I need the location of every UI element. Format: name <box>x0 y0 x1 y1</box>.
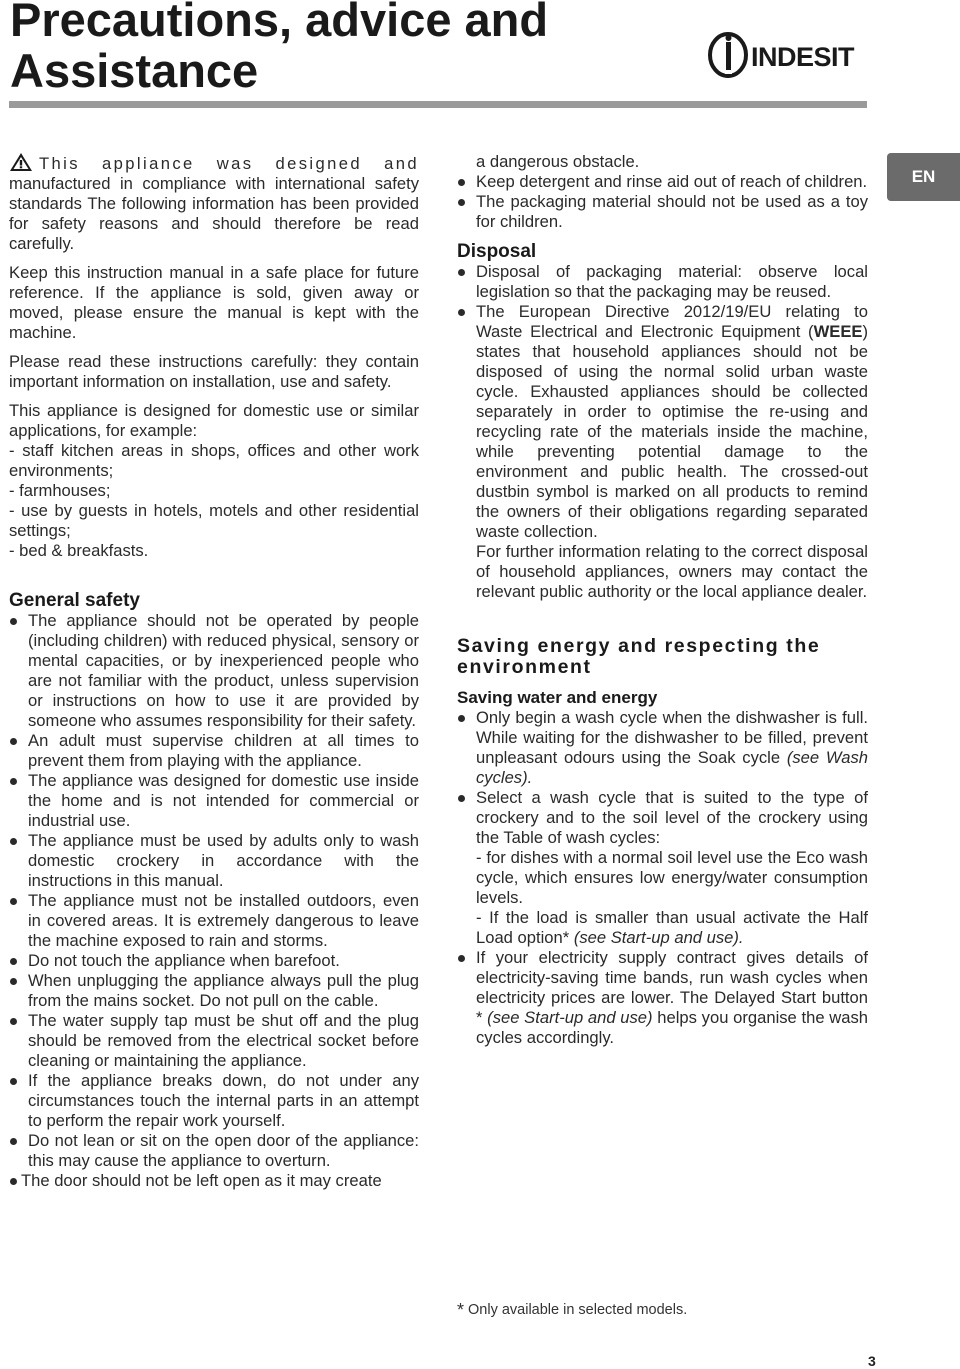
list-item: An adult must supervise children at all times to prevent them from playing with the appliance. <box>9 731 419 771</box>
list-item-continued: a dangerous obstacle. <box>476 152 640 171</box>
weee-text-pre: The European Directive 2012/19/EU relating to Waste Electrical and Electronic Equipment ( <box>476 302 868 341</box>
saving-item-3-post: helps you organise the wash cycles accordingly. <box>476 1008 868 1047</box>
list-item <box>457 302 868 602</box>
list-item: Disposal of packaging material: observe local legislation so that the packaging may be reused. <box>457 262 868 302</box>
list-item: If the appliance breaks down, do not under any circumstances touch the internal parts in an attempt to perform the repair work yourself. <box>9 1071 419 1131</box>
intro-paragraph-2: Keep this instruction manual in a safe place for future reference. If the appliance is sold, given away or moved, please ensure the manual is kept with the machine. <box>9 263 419 342</box>
general-safety-heading: General safety <box>9 590 140 611</box>
language-tab: EN <box>887 153 960 201</box>
saving-item-2-sub-2 <box>476 908 868 948</box>
header-rule <box>9 101 867 108</box>
warning-icon <box>9 152 33 172</box>
general-safety-list-continued <box>457 152 868 232</box>
footnote-star: * <box>457 1300 465 1320</box>
intro-paragraph-3: Please read these instructions carefully: they contain important information on installation, use and safety. <box>9 352 419 391</box>
disposal-heading: Disposal <box>457 241 537 262</box>
saving-list <box>457 708 868 1048</box>
saving-item-2-sub-2-text: - If the load is smaller than usual activate the Half Load option* <box>476 908 868 947</box>
disposal-list <box>457 262 868 602</box>
saving-item-2-sub-1: - for dishes with a normal soil level use the Eco wash cycle, which ensures low energy/water consumption levels. <box>476 848 868 907</box>
list-item: Do not touch the appliance when barefoot. <box>9 951 419 971</box>
intro-text-1: This appliance was designed and manufactured in compliance with international safety standards The following information has been provided for safety reasons and should therefore be read carefully. <box>9 154 419 253</box>
right-column <box>457 152 868 1048</box>
list-item <box>457 708 868 788</box>
list-item <box>457 948 868 1048</box>
disposal-further-info: For further information relating to the correct disposal of household appliances, owners may contact the relevant public authority or the local appliance dealer. <box>476 542 868 601</box>
intro-usage-line: - use by guests in hotels, motels and other residential settings; <box>9 501 419 540</box>
list-item: The water supply tap must be shut off and the plug should be removed from the electrical socket before cleaning or maintaining the appliance. <box>9 1011 419 1071</box>
page-number: 3 <box>868 1353 876 1369</box>
footnote-text: Only available in selected models. <box>468 1302 688 1318</box>
weee-acronym: WEEE <box>813 322 863 341</box>
intro-usage-line: - bed & breakfasts. <box>9 541 149 560</box>
intro-lead-in: This appliance was designed and <box>39 154 419 173</box>
brand-text: INDESIT <box>751 42 855 72</box>
list-item <box>457 788 868 948</box>
general-safety-list <box>9 611 419 1191</box>
list-item: The packaging material should not be used as a toy for children. <box>457 192 868 232</box>
intro-usage-line: - staff kitchen areas in shops, offices and other work environments; <box>9 441 419 480</box>
list-item: The appliance was designed for domestic use inside the home and is not intended for commercial or industrial use. <box>9 771 419 831</box>
saving-item-3-text: If your electricity supply contract gives details of electricity-saving time bands, run wash cycles when electricity prices are lower. The Delayed Start button * <box>476 948 868 1027</box>
list-item: The door should not be left open as it may create <box>9 1171 419 1191</box>
intro-usage-line: - farmhouses; <box>9 481 111 500</box>
reference-link: (see Start-up and use). <box>573 928 744 947</box>
reference-link: (see Wash cycles). <box>476 748 868 787</box>
intro-paragraph-1 <box>9 152 419 254</box>
list-item: When unplugging the appliance always pull the plug from the mains socket. Do not pull on the cable. <box>9 971 419 1011</box>
list-item: Do not lean or sit on the open door of the appliance: this may cause the appliance to overturn. <box>9 1131 419 1171</box>
saving-item-2-text: Select a wash cycle that is suited to the type of crockery and to the soil level of the crockery using the Table of wash cycles: <box>476 788 868 847</box>
page-title <box>10 0 548 96</box>
list-item: The appliance should not be operated by people (including children) with reduced physical, sensory or mental capacities, or by inexperienced people who are not familiar with the product, unless supervision or instructions on how to use it are provided by someone who assumes responsibility for their safety. <box>9 611 419 731</box>
saving-item-1-text: Only begin a wash cycle when the dishwasher is full. While waiting for the dishwasher to be filled, prevent unpleasant odours using the Soak cycle <box>476 708 868 767</box>
left-column <box>9 152 419 1191</box>
title-line-1: Precautions, advice and <box>10 0 549 46</box>
title-line-2: Assistance <box>10 44 259 97</box>
list-item: Keep detergent and rinse aid out of reach of children. <box>457 172 868 192</box>
list-item: The appliance must be used by adults only to wash domestic crockery in accordance with the instructions in this manual. <box>9 831 419 891</box>
reference-link: (see Start-up and use) <box>487 1008 653 1027</box>
intro-usage-line: This appliance is designed for domestic use or similar applications, for example: <box>9 401 419 440</box>
list-item: The appliance must not be installed outdoors, even in covered areas. It is extremely dangerous to leave the machine exposed to rain and storms. <box>9 891 419 951</box>
footnote <box>457 1300 687 1321</box>
saving-energy-heading: Saving energy and respecting the environment <box>457 635 821 678</box>
indesit-logo <box>706 28 868 80</box>
saving-water-subheading: Saving water and energy <box>457 688 658 707</box>
weee-text-post: ) states that household appliances should not be disposed of using the normal solid urban waste cycle. Exhausted appliances should be collected separately in order to optimise the re-using and recycling rate of the materials inside the machine, while preventing potential damage to the environment and public health. The crossed-out dustbin symbol is marked on all products to remind the owners of their obligations regarding separated waste collection. <box>476 322 868 541</box>
intro-paragraph-4 <box>9 401 419 561</box>
